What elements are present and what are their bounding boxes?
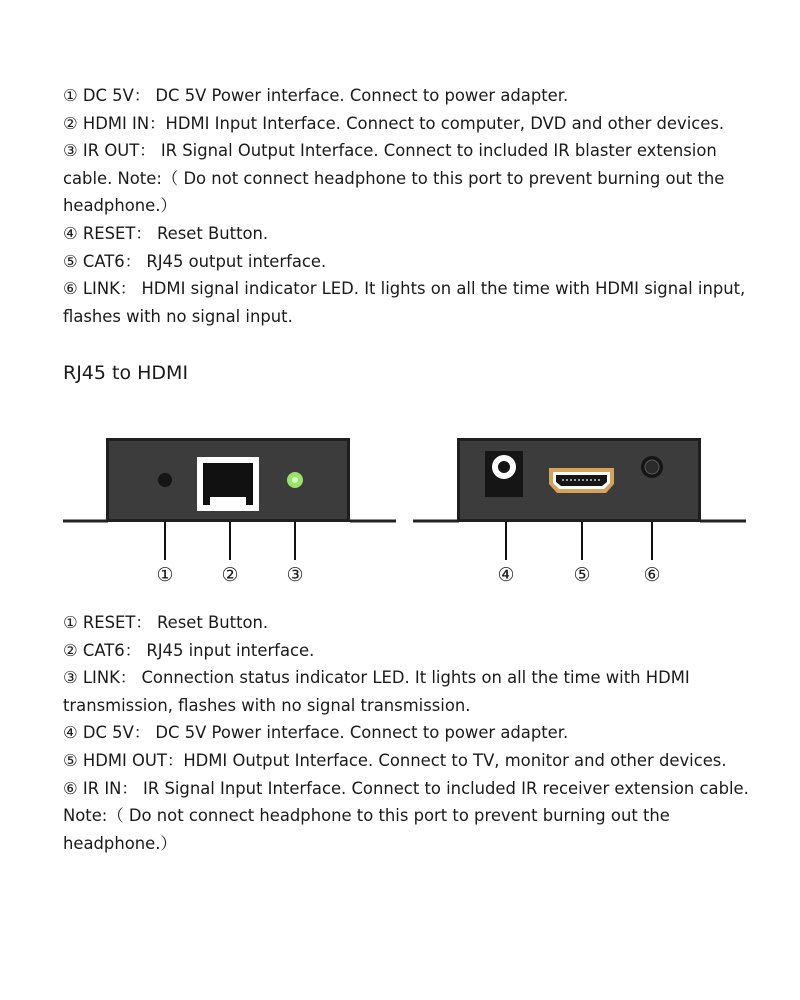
list-item: ⑥ IR IN： IR Signal Input Interface. Connect to included IR receiver extension cable. Note:（ Do not connect headphone to this port to prevent burning out the headphone.） [63,778,749,853]
rj45-port-icon [197,457,259,511]
callout-label: ② [221,564,239,586]
section-heading: RJ45 to HDMI [63,362,189,384]
callout-label: ④ [497,564,515,586]
list-item: ④ DC 5V： DC 5V Power interface. Connect to power adapter. [63,723,569,743]
list-item: ⑤ HDMI OUT：HDMI Output Interface. Connect to TV, monitor and other devices. [63,750,727,770]
list-item: ⑤ CAT6： RJ45 output interface. [63,251,327,271]
list-item: ③ IR OUT： IR Signal Output Interface. Connect to included IR blaster extension cable. Note:（ Do not connect headphone to this port to prevent burning out the headphone.） [63,141,725,216]
callout-label: ③ [286,564,304,586]
callout-label: ① [156,564,174,586]
list-item: ③ LINK： Connection status indicator LED. It lights on all the time with HDMI transmission, flashes with no signal transmission. [63,668,690,715]
list-item: ② CAT6： RJ45 input interface. [63,640,315,660]
callout-label: ⑥ [643,564,661,586]
receiver-right-panel [413,438,746,560]
ir-port-icon [641,456,663,478]
list-item: ② HDMI IN：HDMI Input Interface. Connect to computer, DVD and other devices. [63,113,725,133]
list-item: ④ RESET： Reset Button. [63,223,269,243]
receiver-description-list [63,609,763,857]
dc-power-port-icon [485,451,523,497]
callout-label: ⑤ [573,564,591,586]
list-item: ⑥ LINK： HDMI signal indicator LED. It lights on all the time with HDMI signal input, flashes with no signal input. [63,279,746,326]
list-item: ① DC 5V： DC 5V Power interface. Connect to power adapter. [63,86,569,105]
device-port-diagram [0,430,800,600]
hdmi-port-icon [549,468,614,493]
receiver-left-panel [63,438,396,560]
list-item: ① RESET： Reset Button. [63,613,269,632]
reset-button-icon [158,473,172,487]
transmitter-description-list [63,82,763,330]
